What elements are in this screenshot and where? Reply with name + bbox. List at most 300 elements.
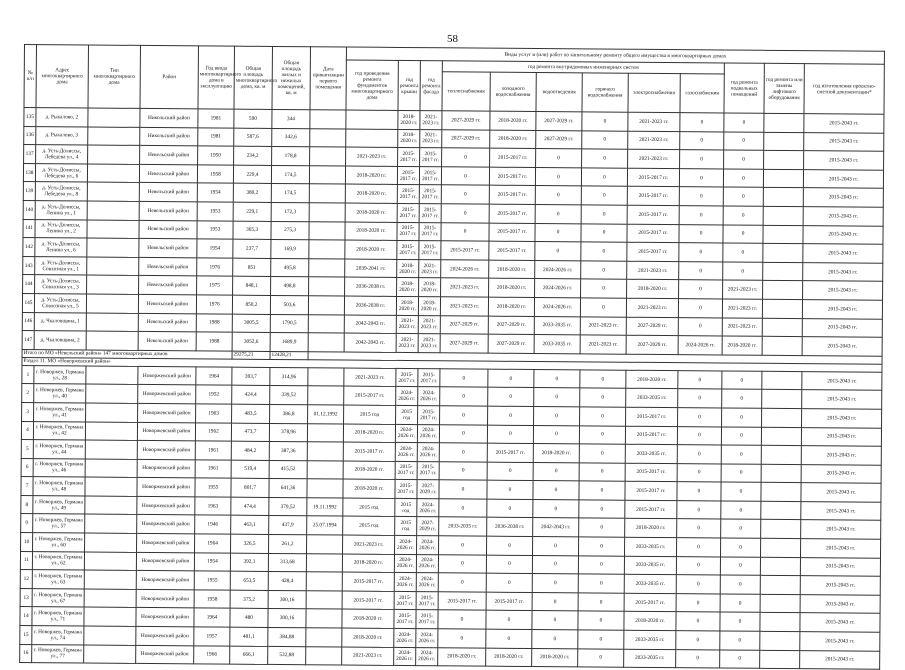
cell-base: 0 — [720, 557, 760, 576]
cell-fac: 2024-2026 гг. — [417, 424, 439, 443]
cell-fac: 2015-2017 гг. — [418, 368, 440, 387]
cell-hot: 0 — [578, 593, 624, 612]
cell-gas: 0 — [679, 280, 723, 299]
cell-year: 1981 — [198, 127, 234, 146]
cell-hot: 0 — [581, 242, 627, 261]
cell-roof: 2015-2017 гг. — [397, 185, 419, 204]
repair-register-table — [19, 44, 885, 670]
cell-n: 138 — [23, 163, 35, 182]
cell-hot: 0 — [578, 630, 624, 649]
cell-docs: 2015-2043 гг. — [803, 188, 883, 207]
cell-hot: 0 — [578, 648, 624, 667]
cell-fac: 2027-2029 гг. — [417, 517, 439, 536]
cell-year: 1976 — [196, 295, 232, 314]
cell-el: 2021-2023 гг. — [628, 149, 680, 168]
cell-n: 137 — [24, 145, 36, 164]
cell-area: 380,2 — [233, 184, 271, 203]
cell-dist: Никольский район — [140, 108, 198, 127]
cell-dist: Новоржевский район — [137, 440, 195, 459]
cell-gas: 0 — [677, 482, 721, 501]
cell-docs: 2015-2043 гг. — [800, 613, 880, 632]
cell-live: 503,6 — [270, 295, 308, 314]
cell-live: 495,8 — [271, 258, 309, 277]
cell-drain: 2024-2026 гг. — [534, 297, 580, 316]
cell-type — [86, 294, 138, 313]
cell-live: 379,52 — [269, 497, 307, 516]
cell-roof: 2015-2017 гг. — [394, 610, 416, 629]
cell-el: 2021-2023 гг. — [626, 298, 678, 317]
cell-heat: 2015-2017 гг. — [438, 592, 486, 611]
cell-hot: 0 — [582, 149, 628, 168]
cell-n: 15 — [20, 626, 32, 645]
header-fund-year: год проведения ремонта фундаментов многоквартирного дома — [346, 60, 398, 110]
cell-roof: 2024-2026 гг. — [394, 554, 416, 573]
cell-lift — [760, 631, 800, 650]
cell-gas: 0 — [676, 575, 720, 594]
cell-fac: 2015-2017 гг. — [419, 185, 441, 204]
cell-cold: 2018-2020 гг. — [486, 648, 532, 667]
cell-el: 2027-2029 гг. — [626, 317, 678, 336]
cell-drain: 0 — [532, 630, 578, 649]
cell-n: 2 — [22, 384, 34, 403]
cell-type — [84, 570, 136, 589]
cell-el: 2033-2035 гг. — [624, 574, 676, 593]
cell-cold: 0 — [488, 387, 534, 406]
cell-fund: 2021-2023 гг. — [342, 647, 394, 666]
cell-base: 0 — [721, 501, 761, 520]
cell-priv — [309, 277, 345, 296]
cell-cold: 2015-2017 гг. — [487, 443, 533, 462]
header-total-area: Общая площадь многоквартирного дома, кв. м — [234, 46, 272, 109]
cell-priv — [306, 646, 342, 665]
cell-n: 142 — [23, 238, 35, 257]
register-sheet — [19, 44, 884, 670]
cell-lift — [763, 243, 803, 262]
cell-heat: 0 — [441, 204, 489, 223]
header-living-area: Общая площадь жилых и нежилых помещений, кв. м — [272, 46, 310, 109]
cell-year: 1954 — [197, 239, 233, 258]
cell-hot: 2021-2023 гг. — [580, 335, 626, 354]
cell-gas: 0 — [677, 501, 721, 520]
header-electric: электроснабжения — [628, 73, 680, 112]
cell-year: 1953 — [197, 202, 233, 221]
cell-cold: 2018-2020 гг. — [489, 260, 535, 279]
cell-live: 428,4 — [268, 572, 306, 591]
cell-priv — [308, 296, 344, 315]
cell-base: 0 — [722, 371, 762, 390]
cell-area: 481,1 — [230, 627, 268, 646]
cell-hot: 0 — [578, 556, 624, 575]
cell-heat: 0 — [438, 629, 486, 648]
cell-fac: 2024-2026 гг. — [416, 554, 438, 573]
cell-fac: 2024-2026 гг. — [417, 443, 439, 462]
cell-hot: 0 — [578, 611, 624, 630]
cell-hot: 0 — [580, 298, 626, 317]
cell-n: 6 — [21, 458, 33, 477]
cell-addr: д. Усть-Долиссы, Лебедева ул., 8 — [35, 182, 87, 201]
cell-fac: 2021-2023 гг. — [418, 334, 440, 353]
cell-docs: 2015-2043 гг. — [800, 557, 880, 576]
cell-live: 314,96 — [270, 367, 308, 386]
cell-addr: г. Новоржев, Германа ул., 63 — [32, 570, 84, 589]
cell-n: 5 — [21, 440, 33, 459]
cell-gas: 0 — [679, 261, 723, 280]
cell-heat: 0 — [441, 167, 489, 186]
cell-area: 519,4 — [231, 460, 269, 479]
cell-fund: 2021-2023 гг. — [344, 368, 396, 387]
summary-label: Итого по МО «Невельский район» 147 многоквартирных домов — [22, 349, 232, 359]
cell-n: 13 — [20, 588, 32, 607]
cell-cold: 0 — [486, 629, 532, 648]
cell-el: 2018-2020 гг. — [627, 280, 679, 299]
cell-el: 2015-2017 гг. — [625, 482, 677, 501]
cell-type — [85, 514, 137, 533]
cell-roof: 2015-2017 гг. — [396, 368, 418, 387]
cell-cold: 0 — [488, 369, 534, 388]
cell-live: 261,2 — [269, 534, 307, 553]
cell-addr: г. Новоржев, Германа ул., 74 — [32, 626, 84, 645]
cell-el: 2033-2035 гг. — [626, 389, 678, 408]
cell-priv — [307, 423, 343, 442]
cell-dist: Новоржевский район — [136, 645, 194, 664]
cell-priv — [306, 553, 342, 572]
cell-lift — [761, 483, 801, 502]
cell-fund: 2018-2020 гг. — [342, 609, 394, 628]
cell-area: 587,6 — [234, 128, 272, 147]
cell-addr: д. Усть-Долиссы, Лебедева ул., 6 — [35, 163, 87, 182]
cell-n: 7 — [21, 477, 33, 496]
cell-heat: 2027-2029 гг. — [442, 111, 490, 130]
table-body-nevel — [22, 108, 884, 356]
cell-live: 415,52 — [269, 460, 307, 479]
cell-fund: 2042-2043 гг. — [344, 315, 396, 334]
cell-addr: д. Усть-Долиссы, Ленина ул., 2 — [35, 219, 87, 238]
cell-base: 0 — [723, 206, 763, 225]
cell-base: 0 — [720, 650, 760, 669]
cell-drain: 2018-2020 гг. — [532, 648, 578, 667]
header-heat: теплоснабжения — [442, 72, 490, 111]
cell-base: 2018-2020 гг. — [722, 336, 762, 355]
cell-fac: 2015-2017 гг. — [416, 591, 438, 610]
cell-cold: 2018-2020 гг. — [489, 279, 535, 298]
cell-year: 1954 — [194, 553, 230, 572]
cell-cold: 0 — [487, 499, 533, 518]
cell-area: 237,7 — [233, 239, 271, 258]
cell-area: 666,1 — [230, 646, 268, 665]
cell-area: 424,4 — [232, 385, 270, 404]
cell-priv — [306, 572, 342, 591]
cell-n: 140 — [23, 200, 35, 219]
cell-heat: 0 — [441, 222, 489, 241]
cell-roof: 2015 год — [395, 517, 417, 536]
cell-base: 0 — [720, 631, 760, 650]
cell-gas: 0 — [679, 243, 723, 262]
cell-live: 300,16 — [268, 609, 306, 628]
cell-fac: 2024-2026 гг. — [416, 573, 438, 592]
cell-hot: 0 — [580, 370, 626, 389]
cell-area: 850,2 — [232, 295, 270, 314]
cell-base: 0 — [721, 445, 761, 464]
cell-live: 174,5 — [271, 184, 309, 203]
cell-lift — [762, 371, 802, 390]
cell-n: 146 — [22, 312, 34, 331]
cell-priv: 01.12.1992 — [308, 405, 344, 424]
cell-gas: 0 — [679, 168, 723, 187]
cell-addr: г. Новоржев, Германа ул., 49 — [33, 495, 85, 514]
cell-type — [86, 366, 138, 385]
cell-addr: г. Новоржев, Германа ул., 46 — [33, 458, 85, 477]
cell-dist: Новоржевский район — [136, 608, 194, 627]
cell-cold: 0 — [486, 611, 532, 630]
cell-gas: 0 — [678, 408, 722, 427]
summary-total-area: 29275,21 — [232, 351, 270, 359]
cell-el: 2015-2017 гг. — [627, 187, 679, 206]
cell-type — [88, 127, 140, 146]
cell-base: 0 — [721, 426, 761, 445]
cell-docs: 2015-2043 гг. — [803, 262, 883, 281]
table-body-novorzhev — [20, 365, 882, 669]
cell-heat: 2027-2029 гг. — [440, 315, 488, 334]
cell-hot: 0 — [578, 574, 624, 593]
cell-priv — [308, 367, 344, 386]
cell-priv — [307, 460, 343, 479]
header-services-group: Виды услуг и (или) работ по капитальному ремонту общего имущества в многоквартирных домах — [346, 47, 884, 64]
cell-heat: 0 — [441, 185, 489, 204]
cell-el: 2018-2020 гг. — [626, 370, 678, 389]
cell-drain: 2024-2026 гг. — [535, 260, 581, 279]
cell-drain: 2027-2029 гг. — [536, 112, 582, 131]
cell-fund: 2039-2041 гг. — [345, 259, 397, 278]
cell-fac: 2024-2026 гг. — [418, 387, 440, 406]
cell-addr: г. Новоржев, Германа ул., 71 — [32, 607, 84, 626]
cell-fac: 2021-2023 гг. — [419, 259, 441, 278]
cell-lift — [760, 576, 800, 595]
cell-hot: 2021-2023 гг. — [580, 316, 626, 335]
cell-priv — [308, 314, 344, 333]
cell-drain: 0 — [535, 242, 581, 261]
cell-year: 1958 — [194, 590, 230, 609]
cell-drain: 0 — [533, 537, 579, 556]
cell-el: 2015-2017 гг. — [626, 407, 678, 426]
cell-n: 16 — [20, 644, 32, 663]
cell-drain: 0 — [532, 555, 578, 574]
cell-live: 169,9 — [271, 240, 309, 259]
cell-heat: 0 — [439, 536, 487, 555]
cell-base: 0 — [724, 132, 764, 151]
cell-n: 147 — [22, 331, 34, 350]
cell-heat: 0 — [438, 610, 486, 629]
cell-fund: 2036-2038 гг. — [344, 296, 396, 315]
header-gas: газоснабжения — [680, 74, 724, 113]
cell-dist: Новоржевский район — [136, 571, 194, 590]
cell-fund: 2018-2020 гг. — [345, 240, 397, 259]
cell-gas: 0 — [679, 224, 723, 243]
summary-living-area: 12428,21 — [270, 351, 308, 359]
cell-n: 12 — [20, 570, 32, 589]
cell-live: 344 — [272, 109, 310, 128]
cell-dist: Невельский район — [139, 239, 197, 258]
cell-gas: 0 — [680, 113, 724, 132]
cell-lift — [764, 132, 804, 151]
cell-addr: д. Чкаловщина, 2 — [34, 331, 86, 350]
cell-base: 0 — [721, 482, 761, 501]
cell-type — [88, 145, 140, 164]
cell-roof: 2024-2026 гг. — [394, 573, 416, 592]
cell-priv — [310, 110, 346, 129]
cell-live: 532,88 — [268, 646, 306, 665]
cell-roof: 2015-2017 гг. — [394, 591, 416, 610]
cell-fund: 2015 год — [343, 498, 395, 517]
cell-docs: 2015-2043 гг. — [803, 207, 883, 226]
cell-addr: г. Новоржев, Германа ул., 40 — [34, 384, 86, 403]
cell-drain: 0 — [535, 223, 581, 242]
cell-gas: 0 — [676, 649, 720, 668]
cell-docs: 2015-2043 гг. — [804, 114, 884, 133]
cell-base: 0 — [720, 575, 760, 594]
cell-lift — [760, 538, 800, 557]
cell-priv — [306, 591, 342, 610]
header-facade-year: год ремонта фасада — [420, 61, 442, 111]
cell-base: 0 — [721, 464, 761, 483]
cell-year: 1966 — [194, 645, 230, 664]
cell-heat: 0 — [438, 573, 486, 592]
cell-docs: 2015-2043 гг. — [800, 594, 880, 613]
cell-fund: 2021-2023 гг. — [346, 147, 398, 166]
cell-docs: 2015-2043 гг. — [804, 132, 884, 151]
cell-fac: 2015-2017 гг. — [419, 222, 441, 241]
cell-n: 11 — [20, 551, 32, 570]
cell-drain: 0 — [533, 499, 579, 518]
cell-el: 2015-2017 гг. — [627, 242, 679, 261]
cell-addr: д. Усть-Долиссы, Совхозная ул., 5 — [34, 294, 86, 313]
cell-base: 0 — [724, 150, 764, 169]
cell-drain: 0 — [535, 204, 581, 223]
cell-dist: Невельский район — [139, 164, 197, 183]
cell-fund: 2021-2023 гг. — [343, 535, 395, 554]
cell-drain: 0 — [533, 425, 579, 444]
cell-area: 848,1 — [233, 276, 271, 295]
cell-hot: 0 — [579, 463, 625, 482]
cell-type — [84, 607, 136, 626]
cell-el: 2015-2017 гг. — [627, 168, 679, 187]
cell-base: 2021-2023 гг. — [722, 318, 762, 337]
cell-docs: 2015-2043 гг. — [802, 337, 882, 356]
cell-el: 2015-2017 гг. — [627, 205, 679, 224]
cell-year: 1988 — [196, 313, 232, 332]
cell-drain: 0 — [535, 167, 581, 186]
cell-gas: 0 — [678, 389, 722, 408]
cell-hot: 0 — [578, 537, 624, 556]
cell-drain: 0 — [532, 592, 578, 611]
cell-fund: 2018-2020 гг. — [342, 554, 394, 573]
cell-addr: д. Чкаловщина, 1 — [34, 312, 86, 331]
cell-lift — [763, 262, 803, 281]
cell-n: 143 — [23, 256, 35, 275]
cell-fac: 2018-2020 гг. — [419, 278, 441, 297]
cell-heat: 0 — [442, 148, 490, 167]
cell-type — [87, 220, 139, 239]
cell-priv — [310, 147, 346, 166]
cell-live: 1689,9 — [270, 333, 308, 352]
cell-fac: 2024-2026 гг. — [416, 629, 438, 648]
cell-base: 0 — [723, 169, 763, 188]
cell-live: 1790,5 — [270, 314, 308, 333]
cell-el: 2033-2035 гг. — [624, 630, 676, 649]
cell-heat: 2015-2017 гг. — [441, 241, 489, 260]
cell-year: 1963 — [195, 497, 231, 516]
cell-fac: 2018-2020 гг. — [418, 297, 440, 316]
cell-addr: д. Усть-Долиссы, Ленина ул., 1 — [35, 201, 87, 220]
cell-roof: 2015-2017 гг. — [397, 241, 419, 260]
cell-roof: 2015 год — [395, 498, 417, 517]
cell-dist: Невельский район — [139, 276, 197, 295]
cell-lift — [763, 206, 803, 225]
cell-fund: 2036-2038 гг. — [345, 277, 397, 296]
cell-hot: 0 — [581, 168, 627, 187]
cell-live: 641,36 — [269, 479, 307, 498]
cell-live: 178,8 — [272, 147, 310, 166]
table-header — [24, 45, 885, 115]
cell-fund: 2018-2020 гг. — [342, 628, 394, 647]
cell-roof: 2018-2020 гг. — [398, 110, 420, 129]
cell-hot: 0 — [581, 261, 627, 280]
cell-docs: 2015-2043 гг. — [801, 520, 881, 539]
cell-year: 1955 — [194, 571, 230, 590]
cell-heat: 0 — [440, 406, 488, 425]
cell-hot: 0 — [581, 205, 627, 224]
cell-addr: г. Новоржев, Германа ул., 67 — [32, 588, 84, 607]
cell-base: 2021-2023 гг. — [722, 299, 762, 318]
header-drainage: водоотведения — [536, 73, 582, 112]
cell-n: 9 — [21, 514, 33, 533]
cell-dist: Новоржевский район — [136, 589, 194, 608]
cell-roof: 2024-2026 гг. — [395, 424, 417, 443]
cell-roof: 2015-2017 гг. — [397, 203, 419, 222]
cell-dist: Новоржевский район — [138, 366, 196, 385]
cell-docs: 2015-2043 гг. — [800, 539, 880, 558]
cell-year: 1958 — [197, 165, 233, 184]
cell-n: 141 — [23, 219, 35, 238]
cell-docs: 2015-2043 гг. — [800, 650, 880, 669]
cell-cold: 0 — [487, 536, 533, 555]
cell-area: 483,5 — [232, 404, 270, 423]
cell-lift — [760, 594, 800, 613]
header-systems-group: год ремонта внутридомовых инженерных систем — [442, 61, 724, 74]
header-year-built: Год ввода многоквартирного дома в эксплуатацию — [198, 46, 234, 109]
cell-type — [85, 421, 137, 440]
header-address: Адрес многоквартирного дома — [36, 45, 88, 108]
cell-fac: 2015-2017 гг. — [417, 461, 439, 480]
cell-live: 313,68 — [268, 553, 306, 572]
cell-addr: д. Усть-Долиссы, Совхозная ул., 1 — [35, 256, 87, 275]
cell-year: 1975 — [197, 276, 233, 295]
cell-lift — [762, 408, 802, 427]
cell-area: 801,7 — [231, 478, 269, 497]
cell-base: 0 — [720, 594, 760, 613]
cell-area: 365,3 — [233, 221, 271, 240]
cell-hot: 0 — [580, 407, 626, 426]
cell-gas: 0 — [676, 612, 720, 631]
cell-drain: 2027-2029 гг. — [536, 130, 582, 149]
cell-live: 498,8 — [271, 277, 309, 296]
cell-base: 0 — [724, 113, 764, 132]
cell-live: 275,3 — [271, 221, 309, 240]
cell-roof: 2021-2023 гг. — [396, 315, 418, 334]
cell-fund — [346, 129, 398, 148]
cell-area: 3005,5 — [232, 314, 270, 333]
cell-roof: 2024-2026 гг. — [394, 647, 416, 666]
cell-fund: 2018-2020 гг. — [343, 479, 395, 498]
